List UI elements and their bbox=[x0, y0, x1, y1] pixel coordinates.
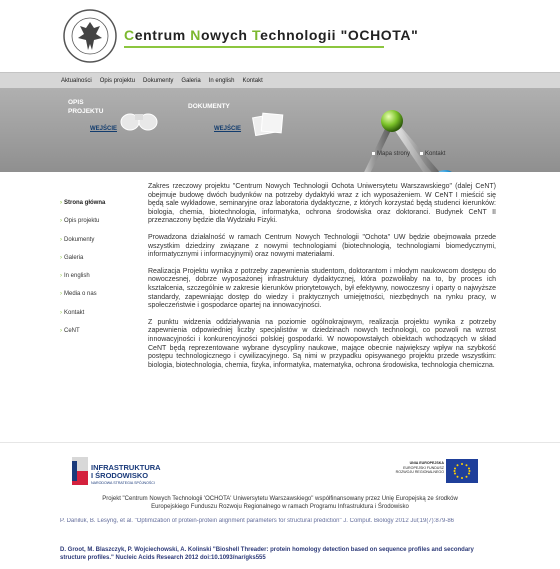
infra-logo-line1: INFRASTRUKTURA bbox=[91, 463, 161, 472]
eu-line2: EUROPEJSKI FUNDUSZ bbox=[403, 465, 444, 470]
sidebar-item-label: Opis projektu bbox=[64, 218, 100, 225]
documents-icon bbox=[250, 110, 290, 138]
bullet-icon: › bbox=[60, 254, 62, 261]
sitemap-label: Mapa strony bbox=[377, 151, 411, 157]
title-letter: N bbox=[190, 27, 201, 43]
dokumenty-wejscie-link[interactable]: WEJŚCIE bbox=[214, 126, 242, 132]
title-underline bbox=[124, 46, 384, 48]
nav-item-opis-projektu[interactable]: Opis projektu bbox=[99, 78, 136, 84]
university-seal-logo[interactable] bbox=[60, 8, 120, 64]
main-text bbox=[148, 183, 496, 378]
nav-item-dokumenty[interactable]: Dokumenty bbox=[143, 78, 174, 84]
reference-2: D. Groot, M. Blaszczyk, P. Wojciechowski, A. Kolinski "Bioshell Threader: protein homology detection based on sequence profiles and secondary structure profiles." Nucleic Acids Research 2012 doi:10.1093/nar/gks555 bbox=[60, 547, 474, 561]
eu-logo-text bbox=[392, 461, 444, 475]
paragraph: Prowadzona działalność w ramach Centrum Nowych Technologii "Ochota" UW będzie obejmowała przede wszystkim dziedziny związane z nowymi technologiami (biotechnologią, technologiami biomedycznymi, informatycznymi i informacyjnymi) oraz nowymi materiałami. bbox=[148, 233, 496, 259]
sidebar-item-label: Galeria bbox=[64, 254, 84, 261]
bullet-icon: › bbox=[60, 309, 62, 316]
sidebar-item-in-english[interactable] bbox=[60, 267, 130, 285]
poland-flag-icon bbox=[72, 457, 88, 485]
title-letter: T bbox=[252, 27, 261, 43]
eu-line3: ROZWOJU REGIONALNEGO bbox=[395, 470, 444, 475]
nav-item-galeria[interactable]: Galeria bbox=[181, 78, 201, 84]
title-fragment: echnologii "OCHOTA" bbox=[260, 27, 419, 43]
nav-item-in-english[interactable]: In english bbox=[208, 78, 235, 84]
sidebar-item-kontakt[interactable] bbox=[60, 304, 130, 322]
eu-line1: UNIA EUROPEJSKA bbox=[409, 461, 444, 465]
reference-1: P. Daniluk, B. Lesyng, et al. "Optimization of protein-protein alignment parameters for structural prediction" J. Comput. Biology 2012 Jul;19(7):879-86 bbox=[60, 518, 455, 524]
sidebar-item-strona-glowna[interactable] bbox=[60, 194, 130, 212]
contact-link[interactable] bbox=[420, 151, 445, 157]
content-area bbox=[0, 172, 560, 442]
banner-utility-links bbox=[372, 151, 455, 157]
bullet-icon: › bbox=[60, 273, 62, 280]
title-fragment: owych bbox=[200, 27, 253, 43]
binoculars-icon bbox=[118, 104, 160, 134]
sidebar-item-label: In english bbox=[64, 273, 90, 280]
sidebar-item-label: CeNT bbox=[64, 328, 80, 335]
footer-text-line2: Europejskiego Funduszu Rozwoju Regionalnego w ramach Programu Infrastruktura i Środowisko bbox=[151, 504, 409, 510]
sidebar-item-label: Strona główna bbox=[64, 200, 106, 206]
infra-logo-line3: NARODOWA STRATEGIA SPÓJNOŚCI bbox=[91, 481, 155, 485]
sidebar-item-media-o-nas[interactable] bbox=[60, 285, 130, 303]
banner-panel-opis bbox=[60, 88, 180, 172]
bullet-icon: › bbox=[60, 218, 62, 225]
title-fragment: entrum bbox=[134, 27, 191, 43]
banner-panel-title: DOKUMENTY bbox=[188, 103, 230, 110]
contact-label: Kontakt bbox=[425, 151, 446, 157]
infrastruktura-logo[interactable] bbox=[72, 455, 192, 491]
bullet-icon: › bbox=[60, 200, 62, 206]
header bbox=[0, 0, 560, 72]
bullet-icon bbox=[372, 152, 375, 155]
bullet-icon bbox=[420, 152, 423, 155]
footer-text-line1: Projekt "Centrum Nowych Technologii 'OCHOTA' Uniwersytetu Warszawskiego" współfinansowany przez Unię Europejską ze środków bbox=[102, 496, 458, 502]
bullet-icon: › bbox=[60, 291, 62, 298]
footer bbox=[0, 442, 560, 515]
bottom-references bbox=[0, 514, 560, 569]
banner-panel-title: OPIS PROJEKTU bbox=[68, 99, 104, 115]
paragraph: Realizacja Projektu wynika z potrzeby zapewnienia studentom, doktorantom i młodym naukowcom dostępu do nowoczesnej, dobrze wyposażonej infrastruktury dydaktycznej, która pozwoliłaby na to, by proces ich kształcenia, szczególnie w zakresie kierunków priorytetowych, był efektywny, nowoczesny i oparty o najwyższe standardy, zapewniając dostęp do wiedzy i praktycznych umiejętności, niezbędnych na rynku pracy, w społeczeństwie i gospodarce opartej na innowacyjności. bbox=[148, 267, 496, 310]
paragraph: Zakres rzeczowy projektu "Centrum Nowych Technologii Ochota Uniwersytetu Warszawskiego" (dalej CeNT) obejmuje budowę dwóch budynków na potrzeby dydaktyki wraz z ich wyposażeniem. W CeNT I mieścić się będą sale wykładowe, seminaryjne oraz laboratoria dydaktyczne, z których korzystać będą studenci kierunków: biologia, chemia, biotechnologia, informatyka, ochrona środowiska oraz doktoranci. Budynek CeNT II przeznaczony będzie dla Wydziału Fizyki. bbox=[148, 183, 496, 225]
sidebar-item-opis-projektu[interactable] bbox=[60, 212, 130, 230]
nav-item-kontakt[interactable]: Kontakt bbox=[242, 78, 263, 84]
site-title bbox=[124, 27, 418, 43]
sidebar-item-label: Media o nas bbox=[64, 291, 97, 298]
banner-panel-dokumenty bbox=[180, 88, 300, 172]
sidebar-item-label: Dokumenty bbox=[64, 236, 95, 243]
footer-cofinancing-text bbox=[60, 495, 500, 511]
eu-logo[interactable] bbox=[392, 459, 480, 487]
sidebar-item-galeria[interactable] bbox=[60, 249, 130, 267]
sidebar-item-dokumenty[interactable] bbox=[60, 231, 130, 249]
infra-logo-line2: I ŚRODOWISKO bbox=[91, 471, 149, 480]
eu-flag-icon bbox=[446, 459, 478, 483]
sidebar-menu bbox=[60, 194, 130, 340]
bullet-icon: › bbox=[60, 236, 62, 243]
sidebar-item-label: Kontakt bbox=[64, 309, 85, 316]
nav-item-aktualnosci[interactable]: Aktualności bbox=[61, 78, 92, 84]
banner bbox=[0, 88, 560, 172]
bullet-icon: › bbox=[60, 328, 62, 335]
sidebar-item-cent[interactable] bbox=[60, 322, 130, 340]
sitemap-link[interactable] bbox=[372, 151, 410, 157]
paragraph: Z punktu widzenia oddziaływania na poziomie ogólnokrajowym, realizacja projektu wynika z potrzeby zapewnienia odpowiedniej liczby specjalistów w dziedzinach nowych technologii, co pozwoli na wzrost innowacyjności i konkurencyjności polskiej gospodarki. W nowopowstałych obiektach wchodzących w skład CeNT będą reprezentowane wybrane dyscypliny naukowe, mające obecnie największy wpływ na szybkość postępu technologicznego i cywilizacyjnego. Są nimi w przypadku opisywanego projektu przede wszystkim: biologia, biotechnologia, chemia, fizyka, informatyka, matematyka, ochrona środowiska, technologia chemiczna. bbox=[148, 318, 496, 369]
opis-wejscie-link[interactable]: WEJŚCIE bbox=[90, 126, 118, 132]
title-letter: C bbox=[124, 27, 135, 43]
